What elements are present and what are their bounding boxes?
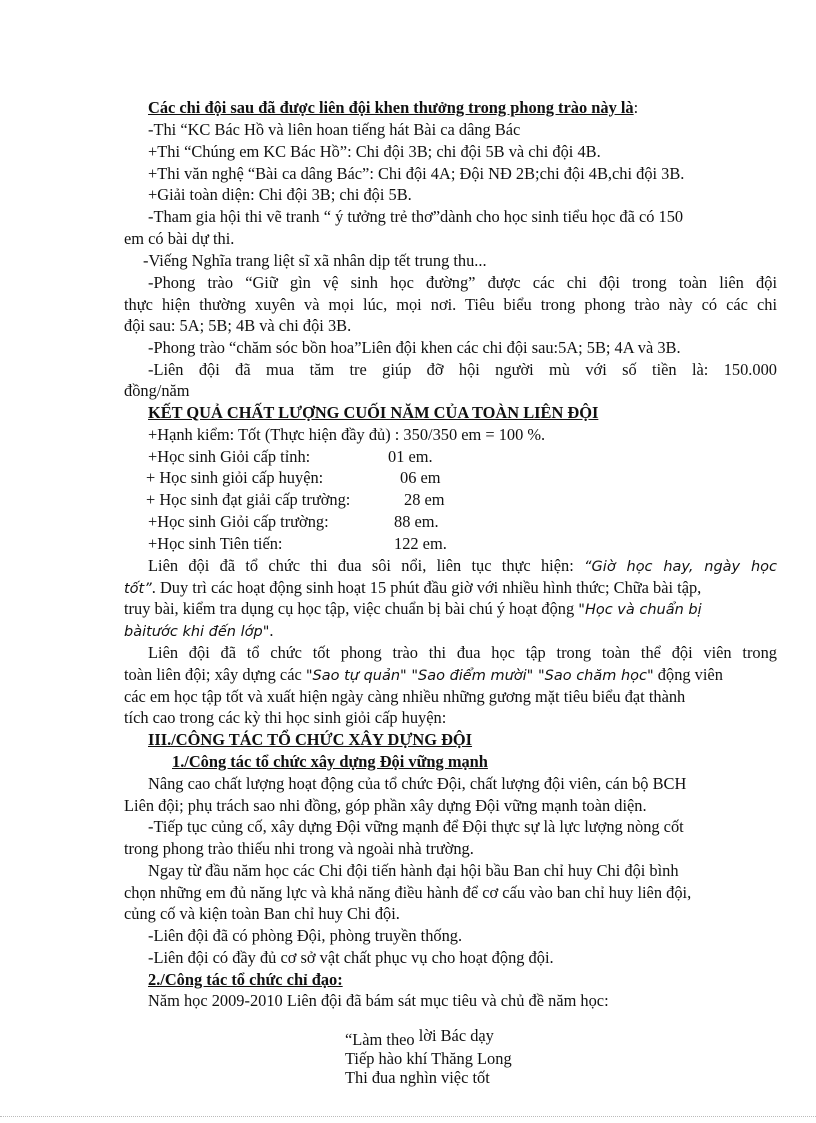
result-row: +Học sinh Giỏi cấp tỉnh: 01 em. bbox=[148, 447, 433, 466]
heading-section-III: III./CÔNG TÁC TỔ CHỨC XÂY DỰNG ĐỘI bbox=[148, 730, 473, 749]
award-line: -Thi “KC Bác Hồ và liên hoan tiếng hát Bài ca dâng Bác bbox=[148, 120, 521, 139]
award-line: +Thi “Chúng em KC Bác Hồ”: Chi đội 3B; chi đội 5B và chi đội 4B. bbox=[148, 142, 601, 161]
paragraph-line: toàn liên đội; xây dựng các "Sao tự quản" "Sao điểm mười" "Sao chăm học" động viên bbox=[124, 665, 723, 684]
paragraph-line: em có bài dự thi. bbox=[124, 229, 235, 248]
paragraph-line: đội sau: 5A; 5B; 4B và chi đội 3B. bbox=[124, 316, 352, 335]
paragraph-line: đồng/năm bbox=[124, 381, 190, 400]
paragraph-line: -Phong trào “chăm sóc bồn hoa”Liên đội khen các chi đội sau:5A; 5B; 4A và 3B. bbox=[148, 338, 681, 357]
paragraph-line: bàitước khi đến lớp". bbox=[124, 621, 274, 640]
paragraph-line: trong phong trào thiếu nhi trong và ngoài nhà trường. bbox=[124, 839, 474, 858]
paragraph-line: -Tham gia hội thi vẽ tranh “ ý tưởng trẻ thơ”dành cho học sinh tiểu học đã có 150 bbox=[148, 207, 684, 226]
result-row: + Học sinh đạt giải cấp trường: 28 em bbox=[146, 490, 445, 509]
heading-awards: Các chi đội sau đã được liên đội khen thưởng trong phong trào này là: bbox=[148, 98, 639, 117]
heading-subsection-2: 2./Công tác tổ chức chỉ đạo: bbox=[148, 970, 343, 989]
result-row: +Hạnh kiểm: Tốt (Thực hiện đầy đủ) : 350/350 em = 100 %. bbox=[148, 425, 546, 444]
motto-line: Thi đua nghìn việc tốt bbox=[345, 1068, 490, 1087]
result-row: + Học sinh giỏi cấp huyện: 06 em bbox=[146, 468, 441, 487]
paragraph-line: tốt”. Duy trì các hoạt động sinh hoạt 15 phút đầu giờ với nhiều hình thức; Chữa bài tập, bbox=[124, 578, 702, 597]
paragraph-line: tích cao trong các kỳ thi học sinh giỏi cấp huyện: bbox=[124, 708, 447, 727]
heading-subsection-1: 1./Công tác tổ chức xây dựng Đội vững mạnh bbox=[172, 752, 488, 771]
paragraph-line: Liên đội đã tổ chức thi đua sôi nổi, liên tục thực hiện: “Giờ học hay, ngày học bbox=[148, 556, 777, 575]
motto-line: “Làm theo lời Bác dạy bbox=[345, 1026, 494, 1049]
paragraph-line: -Liên đội đã mua tăm tre giúp đỡ hội người mù với số tiền là: 150.000 bbox=[148, 360, 777, 379]
paragraph-line: -Liên đội có đầy đủ cơ sở vật chất phục vụ cho hoạt động đội. bbox=[148, 948, 554, 967]
paragraph-line: -Liên đội đã có phòng Đội, phòng truyền thống. bbox=[148, 926, 463, 945]
paragraph-line: truy bài, kiểm tra dụng cụ học tập, việc chuẩn bị bài chú ý hoạt động "Học và chuẩn bị bbox=[124, 599, 702, 618]
result-row: +Học sinh Tiên tiến: 122 em. bbox=[148, 534, 447, 553]
page-bottom-rule bbox=[0, 1116, 816, 1117]
paragraph-line: -Viếng Nghĩa trang liệt sĩ xã nhân dịp tết trung thu... bbox=[143, 251, 487, 270]
paragraph-line: -Phong trào “Giữ gìn vệ sinh học đường” được các chi đội trong toàn liên đội bbox=[148, 273, 777, 292]
paragraph-line: Năm học 2009-2010 Liên đội đã bám sát mục tiêu và chủ đề năm học: bbox=[148, 991, 609, 1010]
result-row: +Học sinh Giỏi cấp trường: 88 em. bbox=[148, 512, 439, 531]
paragraph-line: Liên đội đã tổ chức tốt phong trào thi đua học tập trong toàn thể đội viên trong bbox=[148, 643, 777, 662]
paragraph-line: các em học tập tốt và xuất hiện ngày càng nhiều những gương mặt tiêu biểu đạt thành bbox=[124, 687, 686, 706]
award-line: +Giải toàn diện: Chi đội 3B; chi đội 5B. bbox=[148, 185, 412, 204]
paragraph-line: chọn những em đủ năng lực và khả năng điều hành để cơ cấu vào ban chỉ huy liên đội, bbox=[124, 883, 692, 902]
paragraph-line: Nâng cao chất lượng hoạt động của tổ chức Đội, chất lượng đội viên, cán bộ BCH bbox=[148, 774, 687, 793]
paragraph-line: củng cố và kiện toàn Ban chỉ huy Chi đội. bbox=[124, 904, 400, 923]
heading-results: KẾT QUẢ CHẤT LƯỢNG CUỐI NĂM CỦA TOÀN LIÊN ĐỘI bbox=[148, 403, 599, 422]
award-line: +Thi văn nghệ “Bài ca dâng Bác”: Chi đội 4A; Đội NĐ 2B;chi đội 4B,chi đội 3B. bbox=[148, 164, 685, 183]
paragraph-line: Liên đội; phụ trách sao nhi đồng, góp phần xây dựng Đội vững mạnh toàn diện. bbox=[124, 796, 647, 815]
motto-line: Tiếp hào khí Thăng Long bbox=[345, 1049, 512, 1068]
paragraph-line: Ngay từ đầu năm học các Chi đội tiến hành đại hội bầu Ban chỉ huy Chi đội bình bbox=[148, 861, 679, 880]
paragraph-line: thực hiện thường xuyên và mọi lúc, mọi nơi. Tiêu biểu trong phong trào này có các chi bbox=[124, 295, 777, 314]
paragraph-line: -Tiếp tục củng cố, xây dựng Đội vững mạnh để Đội thực sự là lực lượng nòng cốt bbox=[148, 817, 684, 836]
